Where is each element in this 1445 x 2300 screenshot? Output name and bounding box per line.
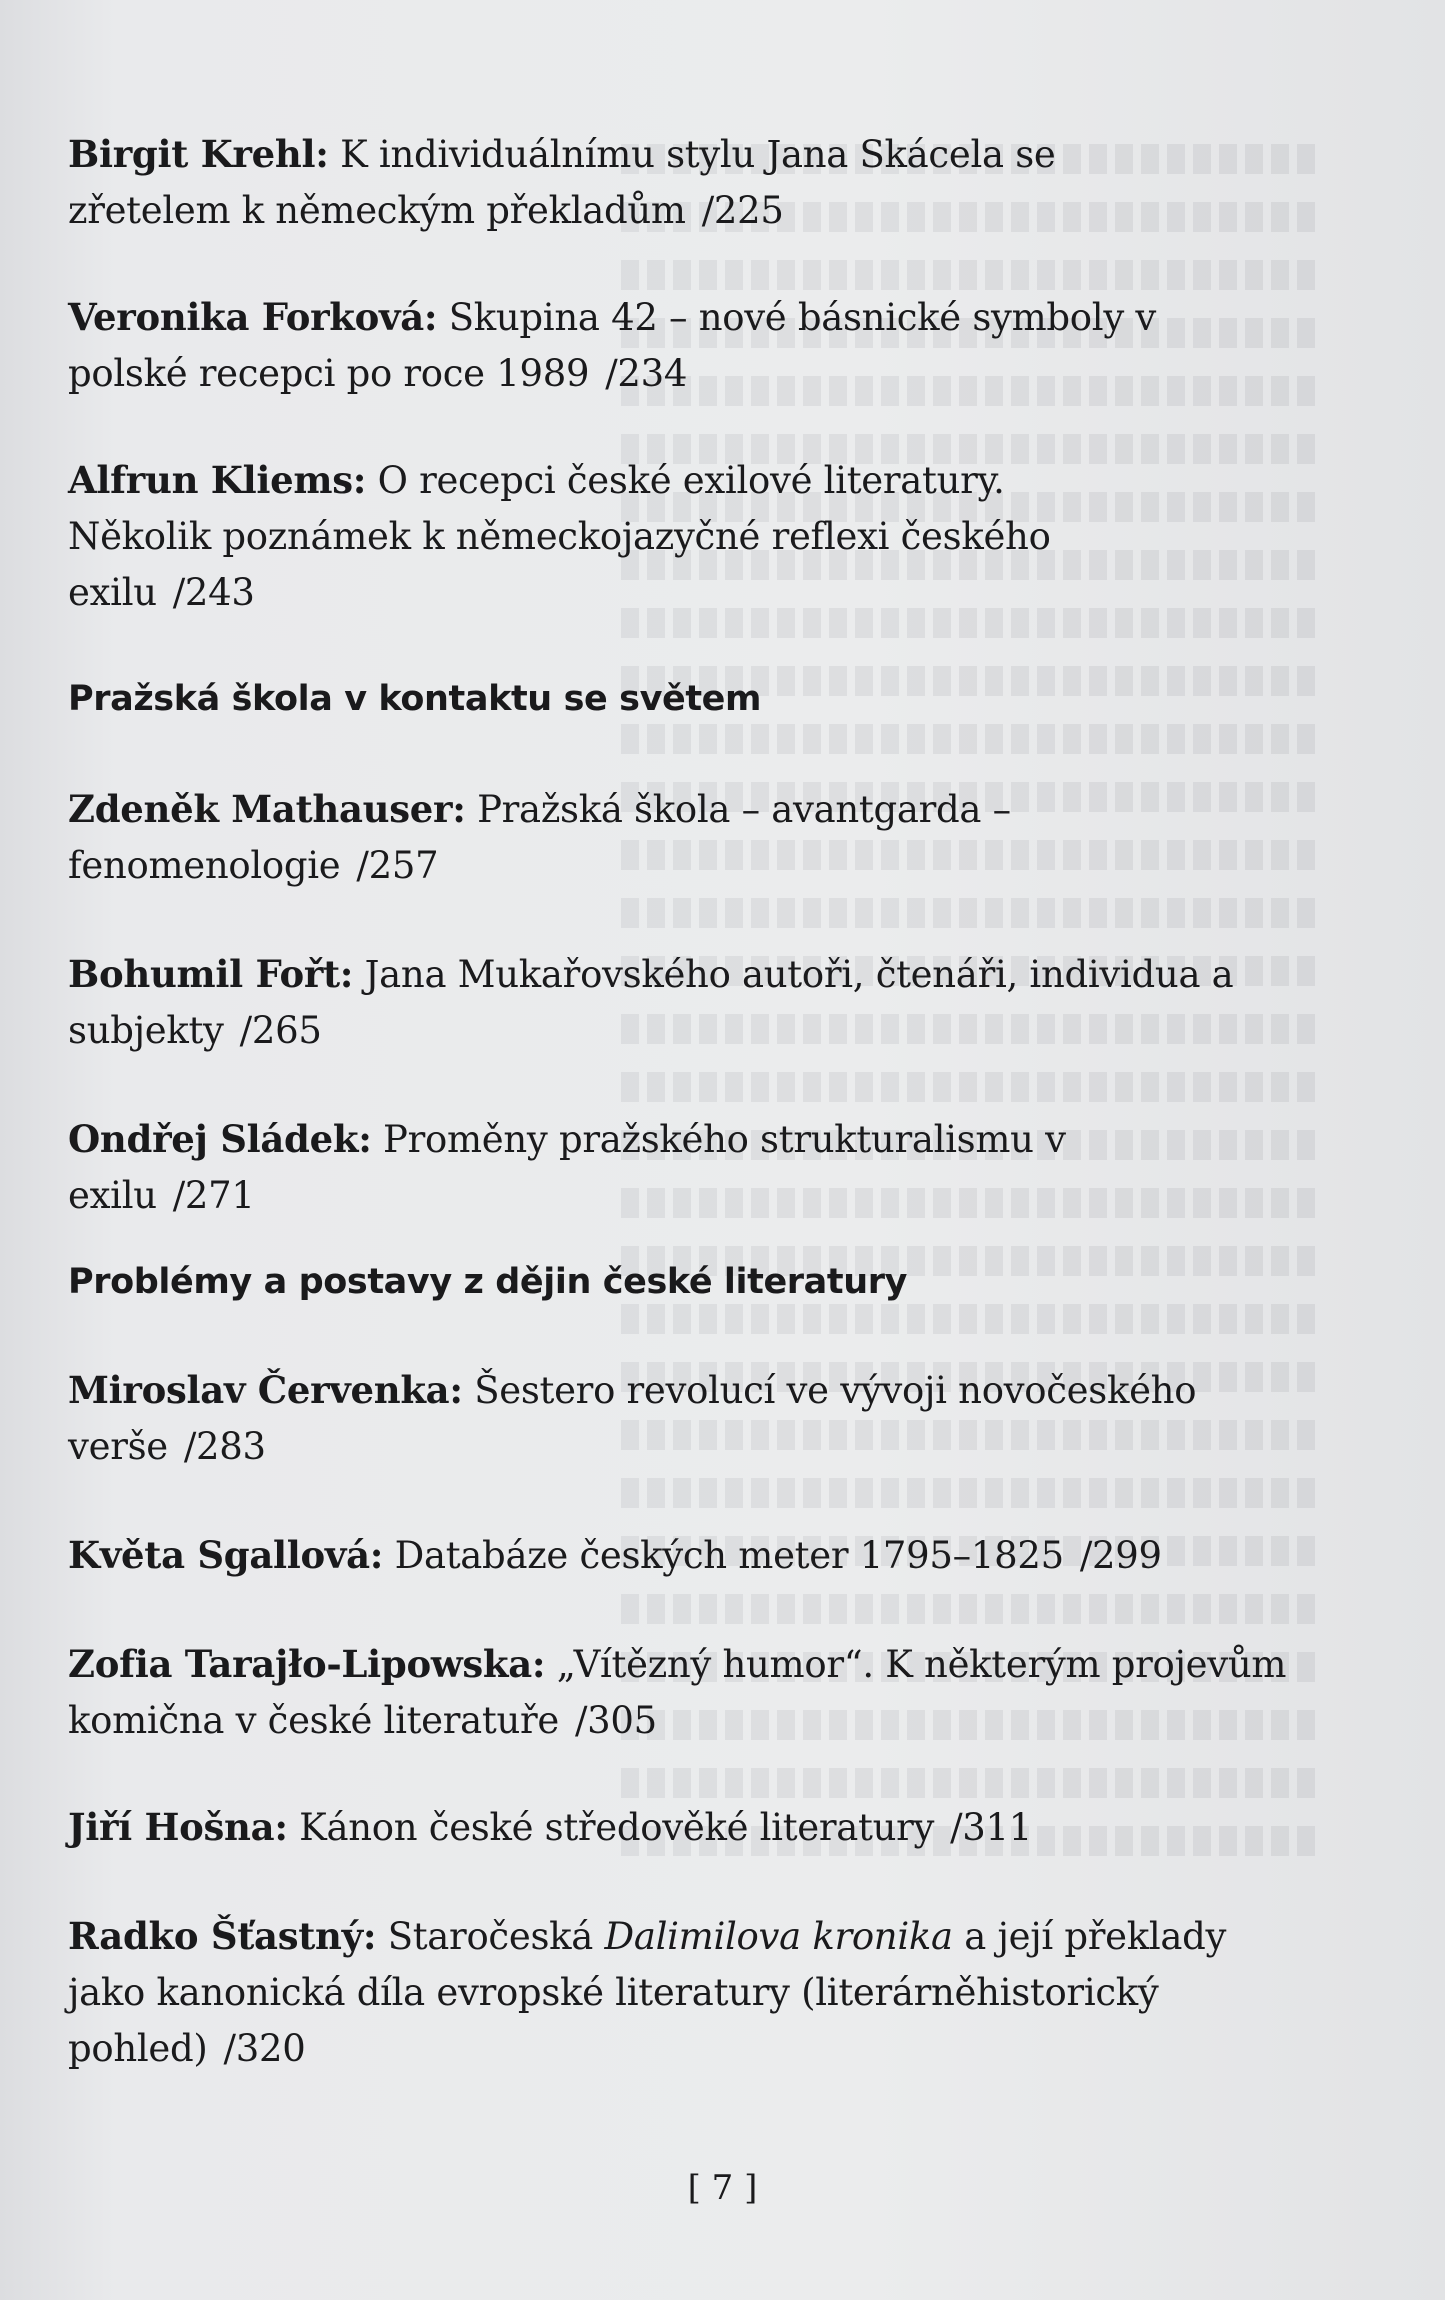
entry-title-continued: a její překlady jako kanonická díla evropské literatury (literárněhistorický pohled) (68, 1915, 1227, 2070)
section-heading: Problémy a postavy z dějin české literatury (68, 1262, 908, 1302)
entry-title: Databáze českých meter 1795–1825 (394, 1534, 1064, 1577)
toc-entry (68, 946, 1268, 1059)
entry-page: /283 (183, 1425, 266, 1468)
toc-entry (68, 781, 1058, 894)
toc-entry (68, 452, 1068, 621)
entry-title: Proměny pražského strukturalismu v exilu (68, 1118, 1066, 1217)
entry-author: Miroslav Červenka: (68, 1368, 463, 1412)
entry-title: Šestero revolucí ve vývoji novočeského verše (68, 1369, 1197, 1468)
entry-title: Kánon české středověké literatury (299, 1806, 935, 1849)
entry-page: /311 (950, 1806, 1032, 1849)
entry-page: /225 (701, 189, 784, 232)
toc-entry (68, 1362, 1268, 1475)
toc-entry (68, 289, 1178, 402)
toc-entry (68, 1527, 1318, 1584)
entry-author: Birgit Krehl: (68, 132, 329, 176)
entry-title: Jana Mukařovského autoři, čtenáři, individua a subjekty (68, 953, 1234, 1052)
page-number: [ 7 ] (687, 2168, 758, 2208)
entry-author: Veronika Forková: (68, 295, 438, 339)
entry-page: /243 (172, 571, 255, 614)
entry-author: Bohumil Fořt: (68, 952, 354, 996)
entry-title: Pražská škola – avantgarda – fenomenologie (68, 788, 1011, 887)
entry-page: /234 (605, 352, 688, 395)
toc-entry (68, 1908, 1308, 2077)
entry-title: Staročeská (387, 1915, 605, 1958)
entry-page: /320 (223, 2027, 306, 2070)
entry-author: Květa Sgallová: (68, 1533, 384, 1577)
toc-entry (68, 126, 1218, 239)
toc-entry (68, 1636, 1318, 1749)
entry-author: Jiří Hošna: (68, 1805, 288, 1849)
toc-entry (68, 1111, 1148, 1224)
entry-title: „Vítězný humor“. K některým projevům komična v české literatuře (68, 1643, 1287, 1742)
entry-author: Zofia Tarajło-Lipowska: (68, 1642, 546, 1686)
entry-author: Zdeněk Mathauser: (68, 787, 466, 831)
entry-author: Ondřej Sládek: (68, 1117, 372, 1161)
entry-page: /299 (1079, 1534, 1162, 1577)
entry-page: /265 (239, 1009, 322, 1052)
entry-title: Skupina 42 – nové básnické symboly v polské recepci po roce 1989 (68, 296, 1156, 395)
toc-entry (68, 1799, 1318, 1856)
entry-page: /257 (356, 844, 439, 887)
entry-title: O recepci české exilové literatury. Několik poznámek k německojazyčné reflexi českého exilu (68, 459, 1051, 614)
entry-title-italic: Dalimilova kronika (604, 1915, 953, 1958)
section-heading: Pražská škola v kontaktu se světem (68, 679, 762, 719)
entry-author: Radko Šťastný: (68, 1914, 377, 1958)
entry-author: Alfrun Kliems: (68, 458, 367, 502)
entry-title: K individuálnímu stylu Jana Skácela se zřetelem k německým překladům (68, 133, 1056, 232)
entry-page: /305 (575, 1699, 657, 1742)
entry-page: /271 (172, 1174, 255, 1217)
table-of-contents (68, 126, 1318, 2077)
